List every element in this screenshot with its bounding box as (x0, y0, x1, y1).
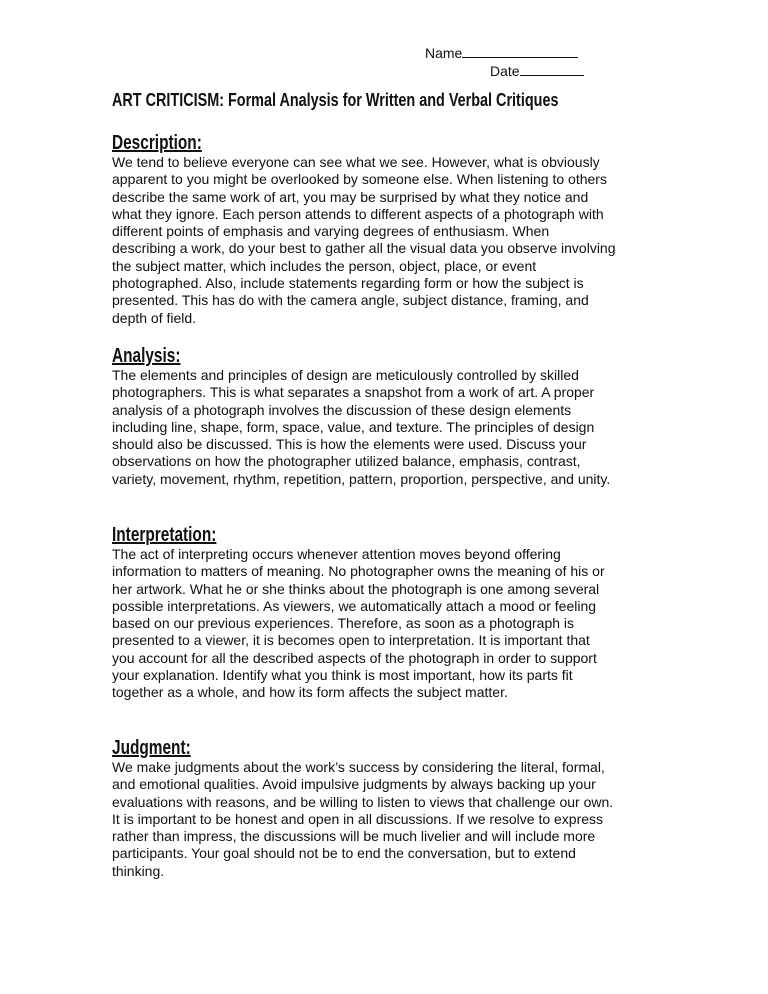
paragraph-line: you account for all the described aspects of the photograph in order to support (112, 649, 597, 666)
paragraph-line: what they ignore. Each person attends to different aspects of a photograph with (112, 205, 604, 222)
paragraph-line: possible interpretations. As viewers, we automatically attach a mood or feeling (112, 597, 597, 614)
paragraph-line: photographed. Also, include statements regarding form or how the subject is (112, 275, 584, 292)
paragraph-line: apparent to you might be overlooked by someone else. When listening to others (112, 171, 607, 188)
paragraph-line: presented to a viewer, it is becomes open to interpretation. It is important that (112, 632, 590, 649)
name-label: Name (425, 45, 463, 61)
paragraph-line: thinking. (112, 862, 165, 879)
paragraph-line: participants. Your goal should not be to end the conversation, but to extend (112, 845, 576, 862)
page-title: ART CRITICISM: Formal Analysis for Written and Verbal Critiques (112, 90, 559, 110)
paragraph-line: observations on how the photographer utilized balance, emphasis, contrast, (112, 453, 581, 470)
paragraph-line: her artwork. What he or she thinks about the photograph is one among several (112, 580, 600, 597)
paragraph-line: rather than impress, the discussions will be much livelier and will include more (112, 828, 596, 845)
paragraph-line: presented. This has do with the camera angle, subject distance, framing, and (112, 292, 589, 309)
paragraph-line: together as a whole, and how its form affects the subject matter. (112, 684, 508, 701)
date-blank-line[interactable] (520, 62, 584, 76)
paragraph-line: evaluations with reasons, and be willing to listen to views that challenge our own. (112, 793, 614, 810)
date-label: Date (490, 63, 520, 79)
paragraph-line: based on our previous experiences. Therefore, as soon as a photograph is (112, 615, 575, 632)
name-field[interactable] (425, 44, 578, 62)
paragraph-line: including line, shape, form, space, value, and texture. The principles of design (112, 418, 595, 435)
section-heading-analysis: Analysis: (112, 345, 181, 367)
paragraph-line: should also be discussed. This is how the elements were used. Discuss your (112, 436, 587, 453)
section-heading-interpretation: Interpretation: (112, 524, 217, 546)
paragraph-line: information to matters of meaning. No photographer owns the meaning of his or (112, 563, 605, 580)
paragraph-line: the subject matter, which includes the person, object, place, or event (112, 257, 537, 274)
paragraph-line: describe the same work of art, you may be surprised by what they notice and (112, 188, 589, 205)
judgment-paragraph (112, 759, 613, 880)
paragraph-line: analysis of a photograph involves the discussion of these design elements (112, 401, 572, 418)
paragraph-line: The elements and principles of design are meticulously controlled by skilled (112, 367, 579, 383)
section-heading-description: Description: (112, 132, 202, 154)
paragraph-line: It is important to be honest and open in all discussions. If we resolve to express (112, 810, 604, 827)
interpretation-paragraph (112, 546, 605, 702)
date-field[interactable] (490, 62, 584, 80)
description-paragraph (112, 154, 616, 327)
paragraph-line: We make judgments about the work’s success by considering the literal, formal, (112, 759, 605, 775)
paragraph-line: The act of interpreting occurs whenever attention moves beyond offering (112, 546, 561, 562)
paragraph-line: We tend to believe everyone can see what we see. However, what is obviously (112, 154, 600, 170)
paragraph-line: and emotional qualities. Avoid impulsive judgments by always backing up your (112, 776, 596, 793)
paragraph-line: photographers. This is what separates a snapshot from a work of art. A proper (112, 384, 595, 401)
analysis-paragraph (112, 367, 610, 488)
paragraph-line: describing a work, do your best to gather all the visual data you observe involving (112, 240, 616, 257)
paragraph-line: variety, movement, rhythm, repetition, pattern, proportion, perspective, and unity. (112, 470, 611, 487)
paragraph-line: your explanation. Identify what you think is most important, how its parts fit (112, 667, 573, 684)
paragraph-line: depth of field. (112, 309, 197, 326)
name-blank-line[interactable] (462, 44, 578, 58)
paragraph-line: different points of emphasis and varying degrees of enthusiasm. When (112, 223, 550, 240)
section-heading-judgment: Judgment: (112, 737, 191, 759)
